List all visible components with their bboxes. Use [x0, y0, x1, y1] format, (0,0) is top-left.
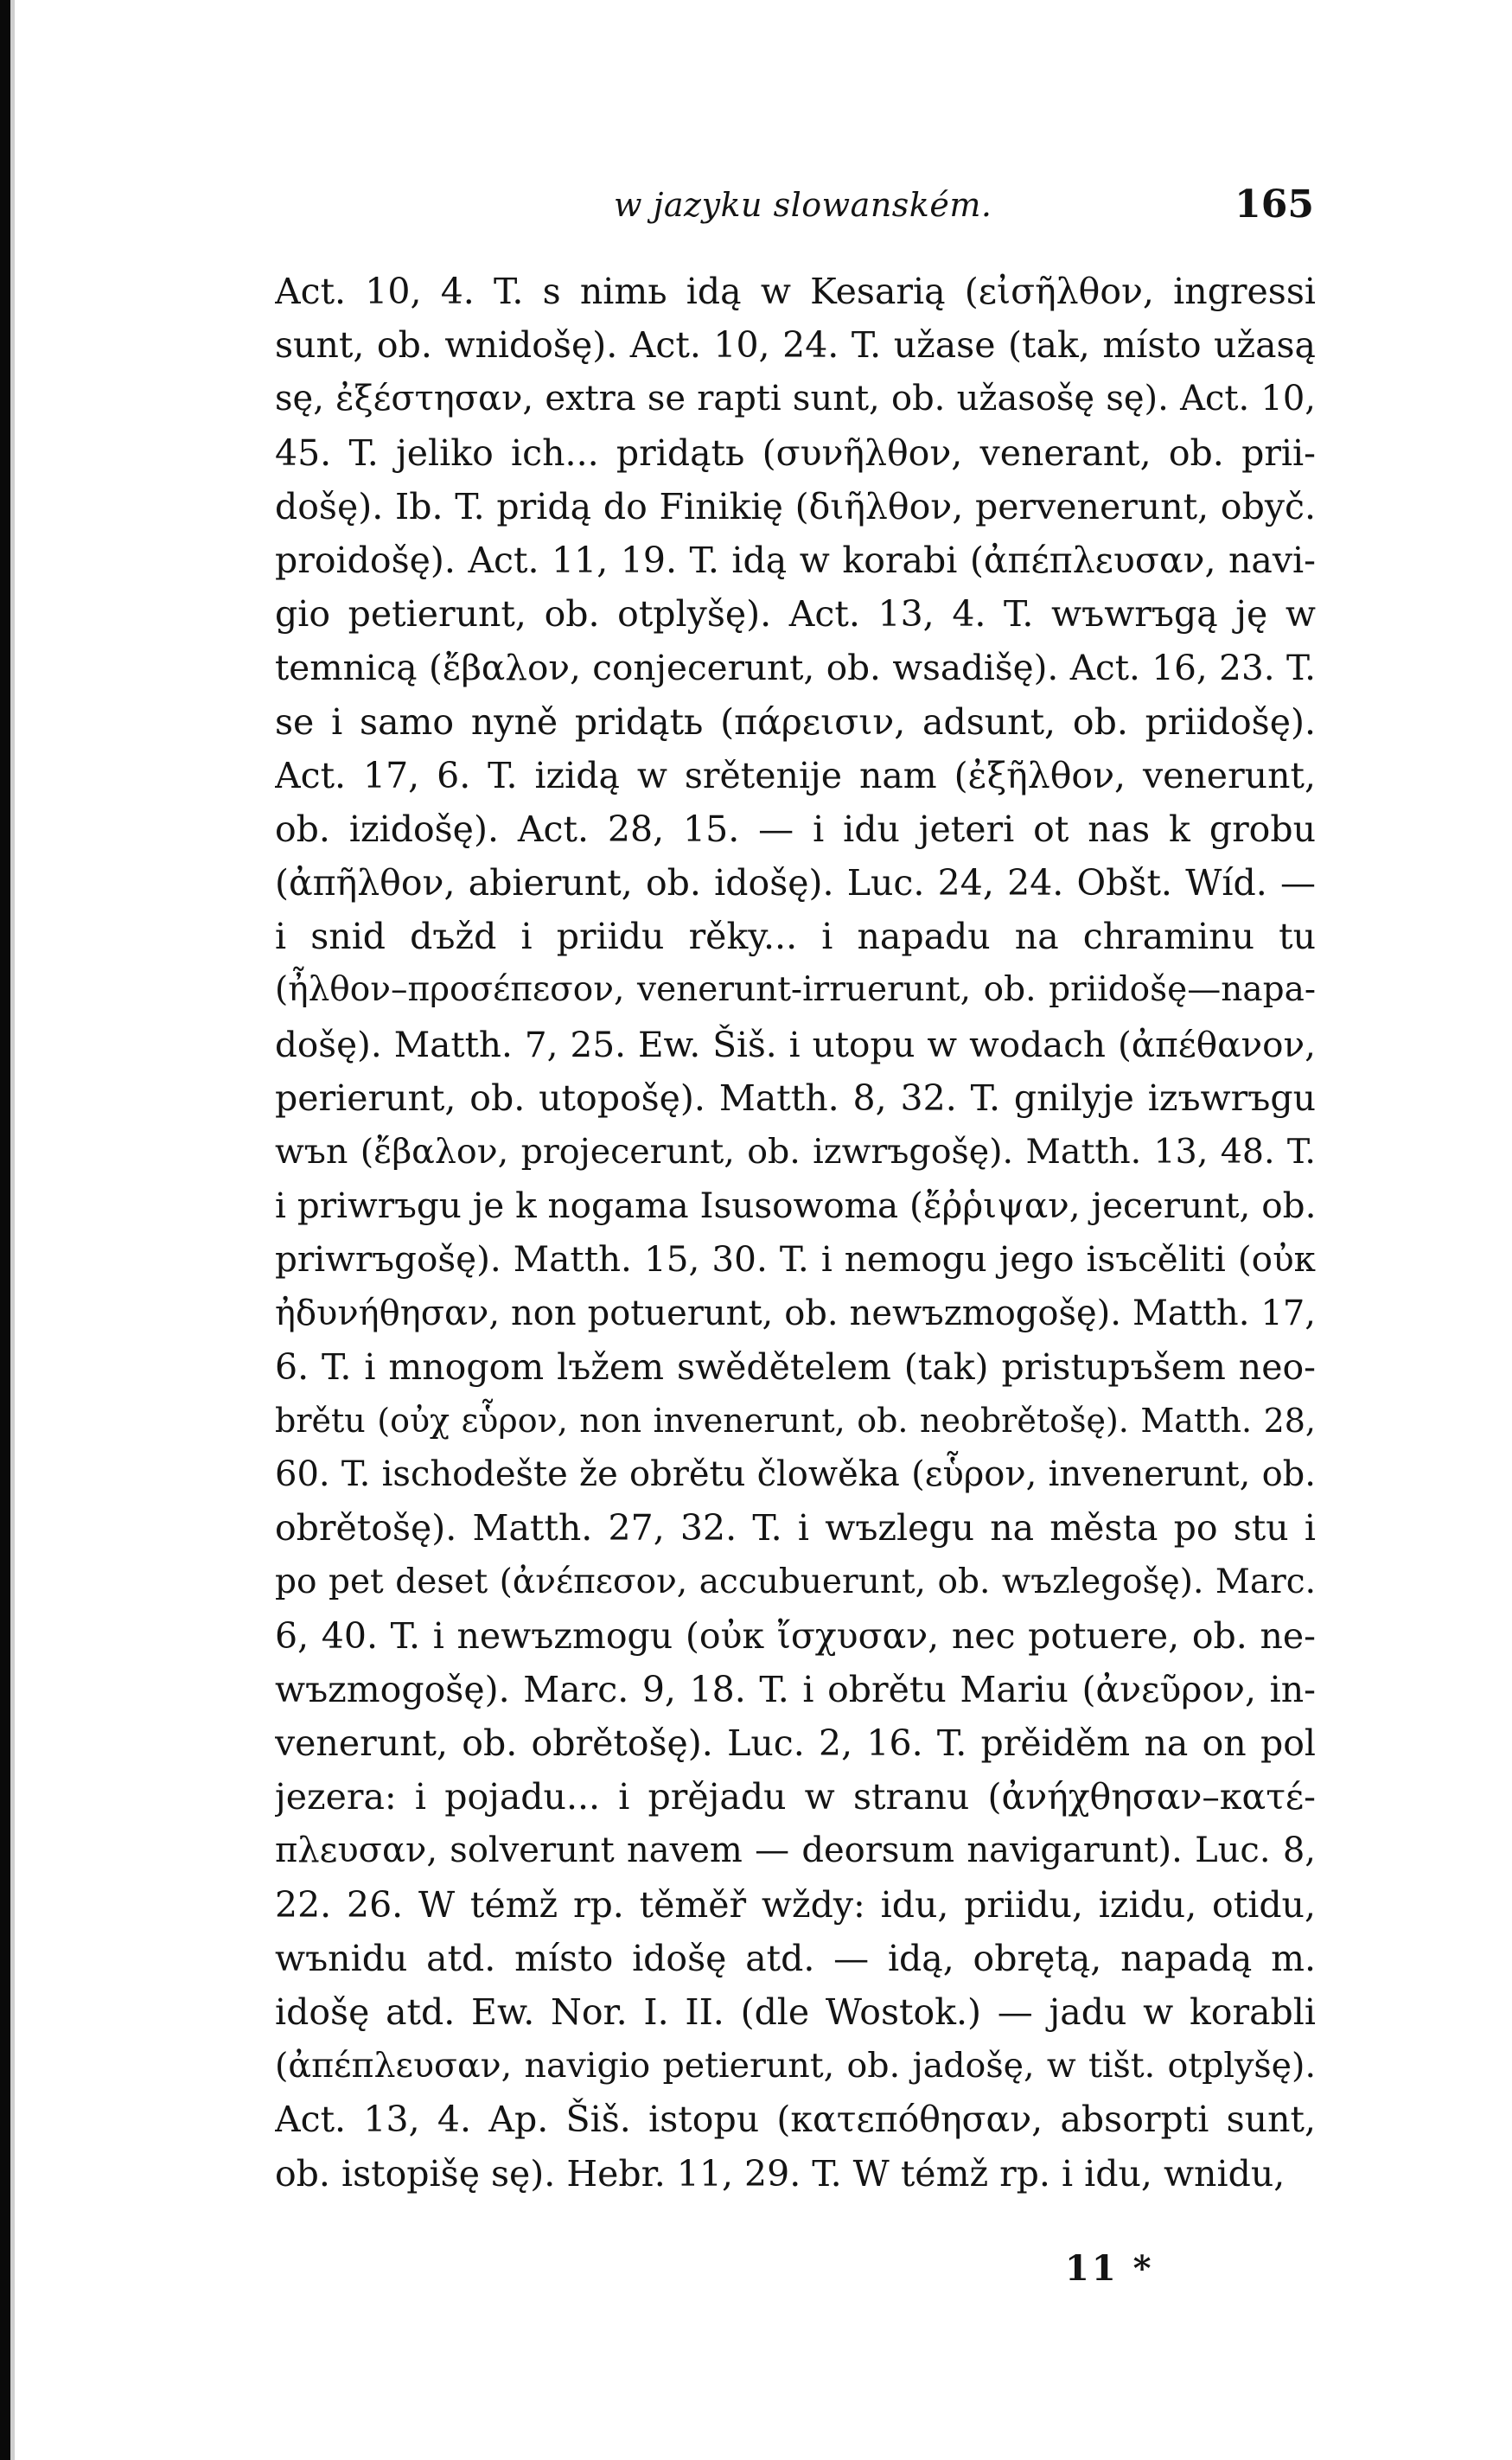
text-line: (ἀπέπλευσαν, navigio petierunt, ob. jadošę, w tišt. otplyšę). — [275, 2046, 1316, 2086]
text-line: ἠδυνήθησαν, non potuerunt, ob. newъzmogošę). Matth. 17, — [275, 1293, 1316, 1333]
text-line: se i samo nyně pridątь (πάρεισιν, adsunt, ob. priidošę). — [275, 700, 1316, 743]
text-line: wъzmogošę). Marc. 9, 18. T. i obrětu Mariu (ἀνεῦρον, in- — [275, 1668, 1316, 1710]
text-line: temnicą (ἔβαλον, conjecerunt, ob. wsadišę). Act. 16, 23. T. — [275, 647, 1316, 689]
text-line: i priwrъgu je k nogama Isusowoma (ἔῤῥιψαν, jecerunt, ob. — [275, 1185, 1316, 1227]
signature-mark: 11 * — [1065, 2248, 1154, 2289]
page-header — [285, 182, 1314, 238]
text-line: (ἦλθον–προσέπεσον, venerunt-irruerunt, ob. priidošę—napa- — [275, 970, 1316, 1010]
text-line: jezera: i pojadu... i prějadu w stranu (ἀνήχθησαν–κατέ- — [275, 1776, 1316, 1818]
text-line: gio petierunt, ob. otplyšę). Act. 13, 4. T. wъwrъgą ję w — [275, 593, 1316, 636]
text-line: 22. 26. W témž rp. těměř wždy: idu, priidu, izidu, otidu, — [275, 1883, 1316, 1926]
text-line: Act. 10, 4. T. s nimь idą w Kesarią (εἰσῆλθον, ingressi — [275, 271, 1316, 312]
text-line: sunt, ob. wnidošę). Act. 10, 24. T. užase (tak, místo užasą — [275, 324, 1316, 367]
text-line: ob. istopišę sę). Hebr. 11, 29. T. W témž rp. i idu, wnidu, — [275, 2152, 1286, 2195]
text-line: obrětošę). Matth. 27, 32. T. i wъzlegu na města po stu i — [275, 1507, 1316, 1549]
text-line: proidošę). Act. 11, 19. T. idą w korabi (ἀπέπλευσαν, navi- — [275, 539, 1316, 581]
text-line: sę, ἐξέστησαν, extra se rapti sunt, ob. užasošę sę). Act. 10, — [275, 379, 1316, 419]
text-line: venerunt, ob. obrětošę). Luc. 2, 16. T. prěiděm na on pol — [275, 1722, 1316, 1765]
text-line: πλευσαν, solverunt navem — deorsum navigarunt). Luc. 8, — [275, 1831, 1316, 1871]
running-head: w jazyku slowanském. — [614, 186, 992, 224]
text-line: Act. 17, 6. T. izidą w srětenije nam (ἐξῆλθον, venerunt, — [275, 754, 1316, 796]
text-line: priwrъgošę). Matth. 15, 30. T. i nemogu jego isъcěliti (οὐκ — [275, 1238, 1316, 1281]
text-line: došę). Ib. T. pridą do Finikię (διῆλθον, pervenerunt, obyč. — [275, 485, 1316, 527]
text-line: 6. T. i mnogom lъžem swědětelem (tak) pristupъšem neo- — [275, 1345, 1316, 1388]
text-line: wъnidu atd. místo idošę atd. — idą, obrętą, napadą m. — [275, 1937, 1316, 1979]
text-body — [275, 265, 1316, 2201]
text-line: i snid dъžd i priidu rěky... i napadu na chraminu tu — [275, 916, 1316, 958]
text-line: idošę atd. Ew. Nor. I. II. (dle Wostok.) — jadu w korabli — [275, 1991, 1316, 2033]
text-line: (ἀπῆλθον, abierunt, ob. idošę). Luc. 24, 24. Obšt. Wíd. — — [275, 862, 1316, 904]
text-line: ob. izidošę). Act. 28, 15. — i idu jeteri ot nas k grobu — [275, 808, 1316, 850]
text-line: wъn (ἔβαλον, projecerunt, ob. izwrъgošę). Matth. 13, 48. T. — [275, 1132, 1316, 1172]
text-line: po pet deset (ἀνέπεσον, accubuerunt, ob. wъzlegošę). Marc. — [275, 1562, 1316, 1601]
binding-edge-shadow — [10, 0, 15, 2460]
text-line: 45. T. jeliko ich... pridątь (συνῆλθον, venerant, ob. prii- — [275, 431, 1316, 474]
text-line: došę). Matth. 7, 25. Ew. Šiš. i utopu w wodach (ἀπέθανον, — [275, 1023, 1316, 1065]
text-line: brětu (οὐχ εὗρον, non invenerunt, ob. neobrětošę). Matth. 28, — [275, 1401, 1316, 1440]
text-line: 60. T. ischodešte že obrětu člowěka (εὗρον, invenerunt, ob. — [275, 1454, 1316, 1495]
text-line: perierunt, ob. utopošę). Matth. 8, 32. T. gnilyje izъwrъgu — [275, 1077, 1316, 1119]
text-line: Act. 13, 4. Ap. Šiš. istopu (κατεπόθησαν, absorpti sunt, — [275, 2099, 1316, 2141]
binding-edge — [0, 0, 10, 2460]
text-line: 6, 40. T. i newъzmogu (οὐκ ἴσχυσαν, nec potuere, ob. ne- — [275, 1614, 1316, 1657]
page-number: 165 — [1234, 182, 1314, 227]
